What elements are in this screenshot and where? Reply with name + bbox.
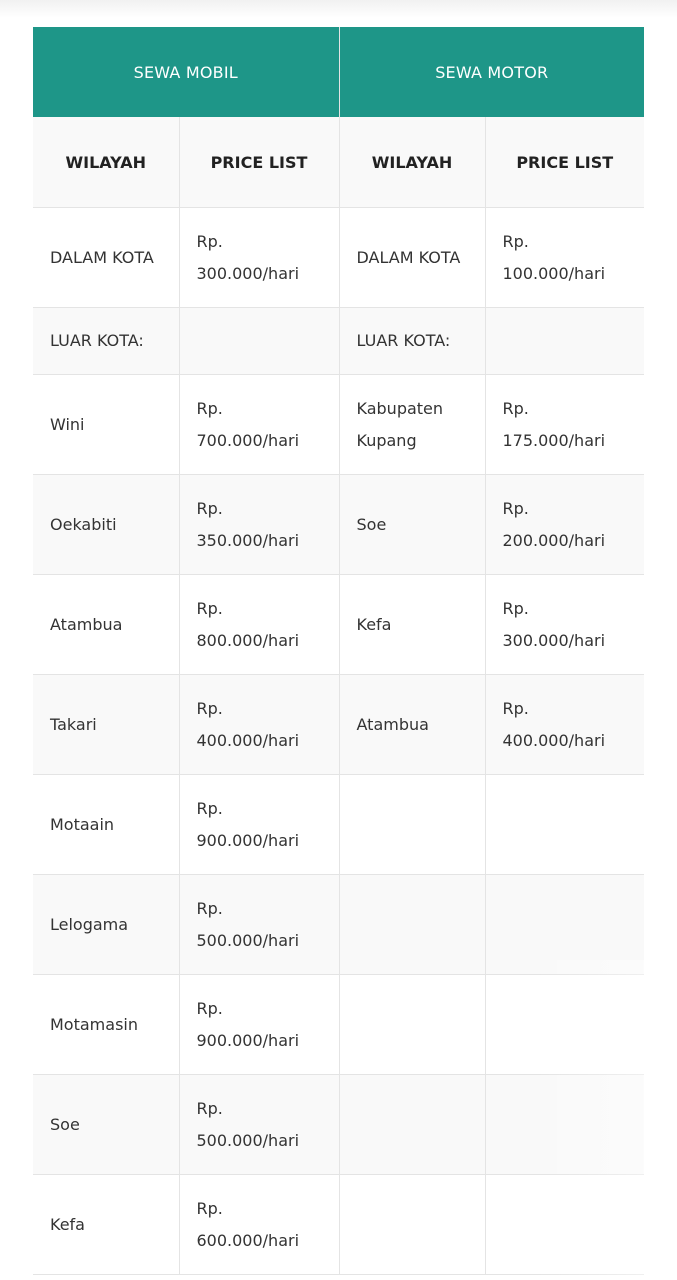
car-price-cell: Rp. 600.000/hari (179, 1175, 339, 1275)
table-row (33, 1175, 644, 1275)
car-price-cell: Rp. 500.000/hari (179, 875, 339, 975)
car-price-cell: Rp. 350.000/hari (179, 475, 339, 575)
car-price-cell: Rp. 300.000/hari (179, 208, 339, 308)
car-price-cell (179, 308, 339, 375)
car-region-cell: Atambua (33, 575, 179, 675)
car-price-header: PRICE LIST (179, 117, 339, 208)
motor-price-cell: Rp. 175.000/hari (485, 375, 644, 475)
table-row (33, 675, 644, 775)
car-price-cell: Rp. 400.000/hari (179, 675, 339, 775)
car-region-cell: Takari (33, 675, 179, 775)
group-header-row (33, 27, 644, 117)
motor-price-cell: Rp. 400.000/hari (485, 675, 644, 775)
table-row (33, 575, 644, 675)
car-region-cell: LUAR KOTA: (33, 308, 179, 375)
car-region-cell: Soe (33, 1075, 179, 1175)
car-region-cell: DALAM KOTA (33, 208, 179, 308)
motor-price-cell (485, 875, 644, 975)
motor-region-cell (339, 875, 485, 975)
car-region-header: WILAYAH (33, 117, 179, 208)
table-row (33, 375, 644, 475)
table-row (33, 475, 644, 575)
car-price-cell: Rp. 700.000/hari (179, 375, 339, 475)
motor-price-header: PRICE LIST (485, 117, 644, 208)
motor-price-cell (485, 1175, 644, 1275)
table-row (33, 975, 644, 1075)
car-price-cell: Rp. 800.000/hari (179, 575, 339, 675)
table-row (33, 208, 644, 308)
car-rental-header: SEWA MOBIL (33, 27, 339, 117)
car-price-cell: Rp. 500.000/hari (179, 1075, 339, 1175)
top-shadow (0, 0, 677, 18)
motor-price-cell: Rp. 200.000/hari (485, 475, 644, 575)
car-region-cell: Motamasin (33, 975, 179, 1075)
car-region-cell: Kefa (33, 1175, 179, 1275)
motor-price-cell (485, 308, 644, 375)
motor-price-cell: Rp. 300.000/hari (485, 575, 644, 675)
car-region-cell: Motaain (33, 775, 179, 875)
motor-region-cell: DALAM KOTA (339, 208, 485, 308)
motor-region-cell: LUAR KOTA: (339, 308, 485, 375)
table-row (33, 308, 644, 375)
table-row (33, 875, 644, 975)
table-row (33, 1075, 644, 1175)
column-header-row (33, 117, 644, 208)
motor-region-cell: Atambua (339, 675, 485, 775)
motor-price-cell: Rp. 100.000/hari (485, 208, 644, 308)
motor-region-cell: Kabupaten Kupang (339, 375, 485, 475)
motor-region-cell: Soe (339, 475, 485, 575)
motor-region-cell: Kefa (339, 575, 485, 675)
motor-rental-header: SEWA MOTOR (339, 27, 644, 117)
car-price-cell: Rp. 900.000/hari (179, 775, 339, 875)
motor-price-cell (485, 1075, 644, 1175)
motor-region-cell (339, 1075, 485, 1175)
car-region-cell: Wini (33, 375, 179, 475)
rental-price-table (33, 27, 644, 1275)
car-region-cell: Lelogama (33, 875, 179, 975)
motor-region-header: WILAYAH (339, 117, 485, 208)
motor-price-cell (485, 775, 644, 875)
motor-price-cell (485, 975, 644, 1075)
car-region-cell: Oekabiti (33, 475, 179, 575)
price-table-container (33, 27, 644, 1275)
motor-region-cell (339, 975, 485, 1075)
motor-region-cell (339, 775, 485, 875)
car-price-cell: Rp. 900.000/hari (179, 975, 339, 1075)
table-row (33, 775, 644, 875)
motor-region-cell (339, 1175, 485, 1275)
